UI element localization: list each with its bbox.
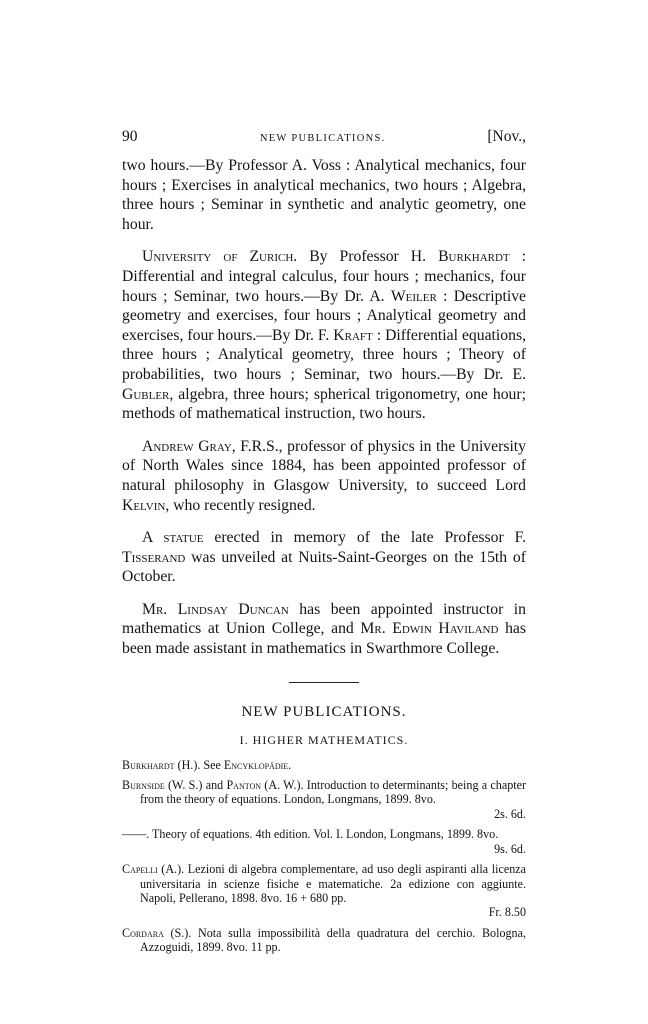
entry-ref: Encyklopädie <box>223 757 289 772</box>
entry-price: Fr. 8.50 <box>488 905 526 920</box>
entry-text: . <box>288 757 292 772</box>
entry-author: Burkhardt <box>122 757 175 772</box>
running-head <box>122 128 526 150</box>
institution-name: University of Zurich. <box>142 248 298 266</box>
person-name: Kraft <box>333 326 373 344</box>
paragraph-statue <box>122 528 526 587</box>
person-name: Burkhardt <box>438 248 510 266</box>
entry-text: (A.). Lezioni di algebra complementare, ad uso degli aspiranti alla licenza universitaria in scienze fisiche e matematiche. 2a edizione con aggiunte. Napoli, Pellerano, 1898. 8vo. 16 + 680 pp. <box>140 862 526 905</box>
text-run: , who recently resigned. <box>165 496 316 514</box>
section-subtitle: I. HIGHER MATHEMATICS. <box>239 732 409 747</box>
page <box>122 128 526 961</box>
person-name: Mr. Edwin Haviland <box>360 620 499 638</box>
paragraph-gray <box>122 437 526 515</box>
paragraph-appointments <box>122 600 526 659</box>
entry-text: (A. W.). Introduction to determinants; being a chapter from the theory of equations. London, Longmans, 1899. 8vo. <box>140 778 527 807</box>
publication-entry <box>122 758 526 772</box>
entry-text: . Theory of equations. 4th edition. Vol. I. London, Longmans, 1899. 8vo. <box>146 827 499 842</box>
entry-text: (H.). See <box>174 757 224 772</box>
text-run: erected in memory of the late Professor F. <box>203 529 526 547</box>
section-divider <box>289 682 359 683</box>
text-run: A <box>142 529 164 547</box>
person-name: Weiler <box>390 287 437 305</box>
person-name: Gubler <box>122 385 170 403</box>
paragraph-zurich <box>122 247 526 423</box>
text-run: : Differential equations, three hours ; Analytical geometry, three hours ; Theory of probabilities, two hours ; Seminar, two hours.—By Dr. E. <box>122 326 526 383</box>
text-run: , algebra, three hours; spherical trigonometry, one hour; methods of mathematical instruction, two hours. <box>122 385 526 423</box>
running-date: [Nov., <box>487 128 526 145</box>
text-run: has been appointed instructor in mathematics at Union College, and <box>122 600 526 638</box>
keyword: statue <box>163 529 204 547</box>
running-title: NEW PUBLICATIONS. <box>259 133 386 144</box>
text-run: : Differential and integral calculus, four hours ; mechanics, four hours ; Seminar, two hours.—By Dr. A. <box>122 248 527 305</box>
publication-entry <box>122 862 526 920</box>
text-run: has been made assistant in mathematics in Swarthmore College. <box>122 620 526 658</box>
entry-author: Capelli <box>122 862 158 877</box>
entry-price: 9s. 6d. <box>494 841 526 856</box>
publication-entry <box>122 926 526 955</box>
text-run: , F.R.S., professor of physics in the University of North Wales since 1884, has been appointed professor of natural philosophy in Glasgow University, to succeed Lord <box>122 437 527 494</box>
publication-entry <box>122 778 526 821</box>
paragraph-1: two hours.—By Professor A. Voss : Analytical mechanics, four hours ; Exercises in analytical mechanics, two hours ; Algebra, three hours ; Seminar in synthetic and analytic geometry, one hour. <box>122 157 526 233</box>
entry-text: (W. S.) and <box>164 778 227 793</box>
entry-author: Burnside <box>122 778 165 793</box>
section-title: NEW PUBLICATIONS. <box>241 703 407 720</box>
text-run: was unveiled at Nuits-Saint-Georges on the 15th of October. <box>122 548 526 586</box>
entry-text: (S.). Nota sulla impossibilità della quadratura del cerchio. Bologna, Azzoguidi, 1899. 8vo. 11 pp. <box>140 925 526 955</box>
person-name: Mr. Lindsay Duncan <box>142 600 289 618</box>
text-run: By Professor H. <box>297 248 439 266</box>
person-name: Tisserand <box>122 548 186 566</box>
body-text <box>122 156 526 659</box>
publication-entry <box>122 827 526 856</box>
person-name: Andrew Gray <box>142 437 232 455</box>
entry-coauthor: Panton <box>226 778 262 793</box>
entry-price: 2s. 6d. <box>494 806 526 821</box>
page-number: 90 <box>122 128 138 145</box>
person-name: Kelvin <box>122 496 166 514</box>
text-run: : Descriptive geometry and exercises, four hours ; Analytical geometry and exercises, four hours.—By Dr. F. <box>122 287 526 344</box>
entry-author: Cordara <box>122 925 164 940</box>
entry-author: —— <box>122 827 147 842</box>
publication-list <box>122 758 526 955</box>
